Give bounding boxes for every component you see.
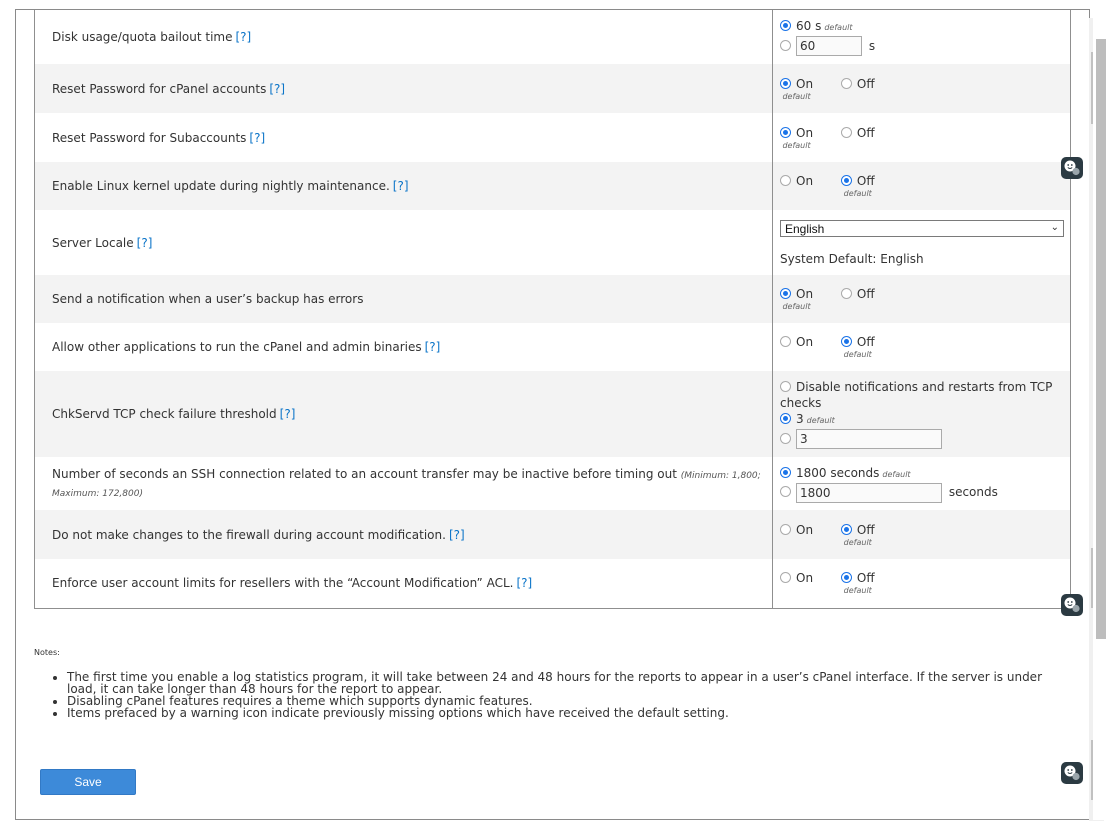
setting-row [35, 371, 1071, 457]
setting-label-cell [35, 559, 773, 608]
list-item: • Disabling cPanel features requires a theme which supports dynamic features. [67, 695, 1074, 707]
setting-row [35, 323, 1071, 371]
radio-button[interactable] [780, 433, 791, 444]
support-chat-icon[interactable] [1061, 157, 1083, 179]
radio-option-default[interactable]: 60 s default [780, 18, 1070, 36]
radio-button[interactable] [780, 336, 791, 347]
setting-label-cell [35, 64, 773, 113]
help-link[interactable]: [?] [269, 81, 286, 96]
setting-label-cell [35, 371, 773, 457]
radio-button[interactable] [780, 486, 791, 497]
radio-option-disable[interactable]: Disable notifications and restarts from TCP checks [780, 380, 1053, 410]
server-locale-select[interactable]: English ⌄ [780, 220, 1064, 237]
help-link[interactable]: [?] [392, 179, 409, 193]
notes-list [34, 671, 1074, 719]
setting-label: Send a notification when a user’s backup has errors [52, 292, 364, 306]
list-item: • Items prefaced by a warning icon indicate previously missing options which have received the default setting. [67, 707, 1074, 719]
radio-off[interactable]: Off default [841, 571, 875, 595]
radio-button[interactable] [780, 40, 791, 51]
setting-label: Enable Linux kernel update during nightly maintenance. [52, 179, 390, 193]
setting-label-cell [35, 323, 773, 371]
setting-label: Reset Password for Subaccounts [52, 130, 247, 145]
radio-off[interactable]: Off default [841, 335, 875, 359]
support-chat-icon[interactable] [1061, 762, 1083, 784]
radio-on[interactable]: On default [780, 77, 813, 101]
settings-table [34, 10, 1071, 609]
setting-row [35, 210, 1071, 275]
radio-off[interactable]: Off [841, 126, 875, 140]
setting-control-cell [773, 457, 1071, 510]
setting-label: Number of seconds an SSH connection related to an account transfer may be inactive before timing out [52, 466, 677, 481]
radio-on[interactable]: On default [780, 126, 813, 150]
ssh-timeout-input[interactable]: 1800 [796, 483, 942, 503]
radio-button[interactable] [780, 127, 791, 138]
radio-option-default[interactable]: 1800 seconds default [780, 465, 1070, 483]
setting-label: Reset Password for cPanel accounts [52, 81, 267, 96]
help-link[interactable]: [?] [516, 576, 533, 591]
chevron-down-icon: ⌄ [1050, 221, 1059, 233]
setting-row [35, 559, 1071, 608]
help-link[interactable]: [?] [136, 235, 153, 250]
radio-on[interactable]: On [780, 174, 813, 188]
setting-control-cell [773, 510, 1071, 559]
setting-label-cell [35, 275, 773, 323]
radio-button[interactable] [780, 413, 791, 424]
radio-button[interactable] [780, 175, 791, 186]
setting-label-cell [35, 210, 773, 275]
system-default-text: System Default: English [780, 251, 924, 266]
radio-button[interactable] [780, 524, 791, 535]
radio-button[interactable] [841, 127, 852, 138]
radio-button[interactable] [841, 175, 852, 186]
help-link[interactable]: [?] [279, 407, 296, 421]
setting-row [35, 64, 1071, 113]
radio-option-custom[interactable]: 60 s [780, 36, 1070, 56]
radio-option-default[interactable]: 3 default [780, 411, 1070, 429]
setting-label: ChkServd TCP check failure threshold [52, 407, 277, 421]
setting-label: Do not make changes to the firewall during account modification. [52, 527, 446, 542]
radio-button[interactable] [780, 78, 791, 89]
setting-control-cell [773, 210, 1071, 275]
radio-button[interactable] [780, 467, 791, 478]
setting-control-cell [773, 162, 1071, 210]
setting-label: Disk usage/quota bailout time [52, 30, 233, 44]
help-link[interactable]: [?] [424, 340, 441, 354]
radio-button[interactable] [780, 381, 791, 392]
radio-off[interactable]: Off default [841, 523, 875, 547]
radio-on[interactable]: On default [780, 287, 813, 311]
radio-option-custom[interactable] [780, 429, 1070, 449]
radio-on[interactable]: On [780, 571, 813, 585]
setting-control-cell [773, 64, 1071, 113]
radio-off[interactable]: Off [841, 77, 875, 91]
setting-control-cell [773, 10, 1071, 64]
setting-label-cell [35, 457, 773, 510]
settings-frame [15, 9, 1090, 820]
radio-on[interactable]: On [780, 523, 813, 537]
setting-row [35, 457, 1071, 510]
radio-button[interactable] [841, 572, 852, 583]
radio-button[interactable] [780, 288, 791, 299]
tcp-threshold-input[interactable]: 3 [796, 429, 942, 449]
scrollbar-thumb[interactable] [1096, 39, 1106, 639]
list-item: • The first time you enable a log statistics program, it will take between 24 and 48 hours for the reports to appear in a user’s cPanel interface. If the server is under load, it can take longer than 48 hours for the report to appear. [67, 671, 1074, 695]
setting-label-cell [35, 113, 773, 162]
setting-row [35, 10, 1071, 64]
support-chat-icon[interactable] [1061, 594, 1083, 616]
setting-row [35, 275, 1071, 323]
setting-row [35, 162, 1071, 210]
setting-label: Allow other applications to run the cPanel and admin binaries [52, 340, 422, 354]
help-link[interactable]: [?] [249, 130, 266, 145]
radio-off[interactable]: Off [841, 287, 875, 301]
limits-text: (Minimum: 1,800; Maximum: 172,800) [52, 470, 761, 499]
setting-label: Server Locale [52, 235, 134, 250]
save-button[interactable]: Save [40, 769, 136, 795]
setting-control-cell [773, 323, 1071, 371]
radio-button[interactable] [841, 524, 852, 535]
setting-control-cell [773, 371, 1071, 457]
setting-label-cell [35, 510, 773, 559]
radio-off[interactable]: Off default [841, 174, 875, 198]
setting-control-cell [773, 275, 1071, 323]
radio-button[interactable] [841, 336, 852, 347]
setting-row [35, 113, 1071, 162]
bailout-time-input[interactable]: 60 [796, 36, 862, 56]
notes-section [34, 648, 1074, 719]
page-scrollbar[interactable] [1093, 9, 1109, 820]
radio-button[interactable] [841, 78, 852, 89]
setting-row [35, 510, 1071, 559]
radio-option-custom[interactable]: 1800 seconds [780, 483, 1070, 503]
radio-on[interactable]: On [780, 335, 813, 349]
help-link[interactable]: [?] [448, 527, 465, 542]
radio-button[interactable] [780, 20, 791, 31]
setting-label-cell [35, 162, 773, 210]
notes-title: Notes: [34, 648, 60, 657]
radio-button[interactable] [841, 288, 852, 299]
setting-control-cell [773, 559, 1071, 608]
radio-button[interactable] [780, 572, 791, 583]
help-link[interactable]: [?] [235, 30, 252, 44]
setting-control-cell [773, 113, 1071, 162]
setting-label-cell [35, 10, 773, 64]
setting-label: Enforce user account limits for resellers with the “Account Modification” ACL. [52, 576, 514, 591]
